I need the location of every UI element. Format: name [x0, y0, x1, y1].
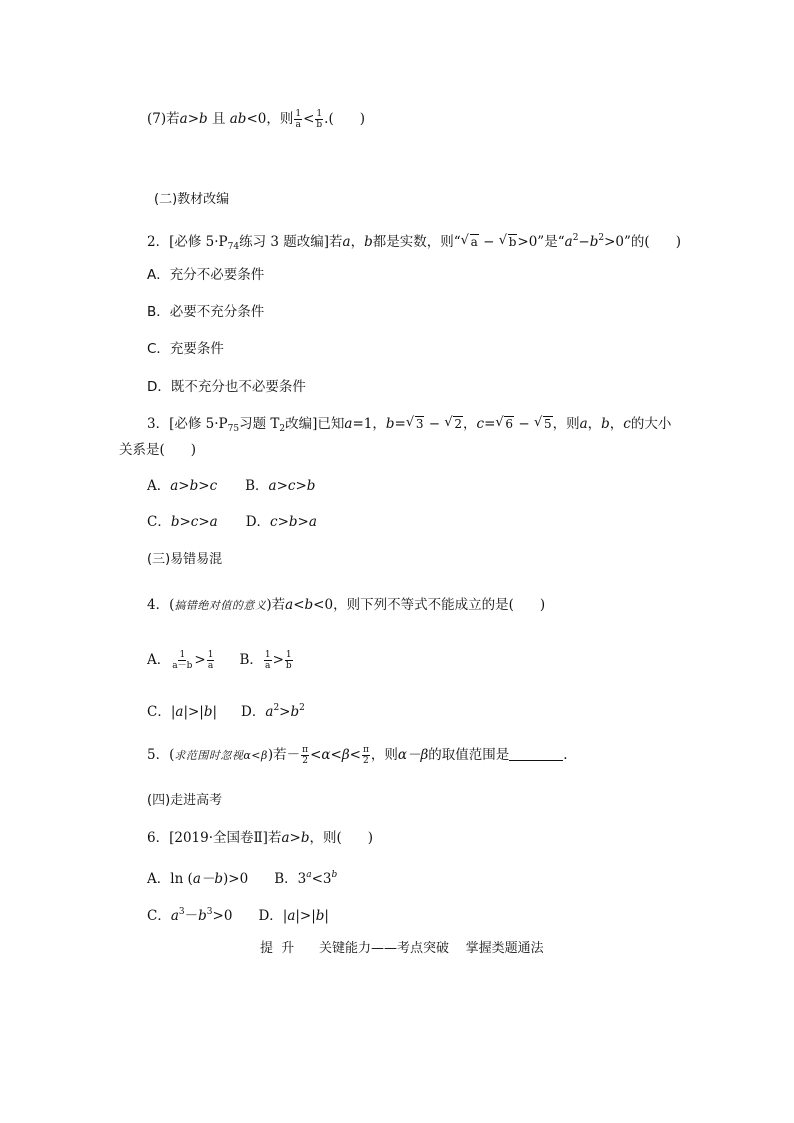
fraction: $\frac{1}{a-b}$: [172, 650, 193, 671]
fraction: $\frac{\pi}{2}$: [302, 745, 309, 766]
fraction: $\frac{\pi}{2}$: [362, 745, 369, 766]
sqrt-b: √ b: [499, 233, 518, 251]
sqrt-5: √ 5: [534, 415, 553, 433]
question-3: 3．[必修 $5\cdot P_{75}$习题 $T_2$改编]已知a=1，b=√ 3 − √ 2，c=√ 6 − √ 5，则a，b，c的大小: [147, 415, 671, 438]
q4-options-ab: A． $\frac{1}{a-b}$ > $\frac{1}{a}$ B． $\frac{1}{a}$ > $\frac{1}{b}$: [147, 650, 292, 671]
q6-options-cd: C．$a^3-b^3>0$ D．|a|>|b|: [147, 907, 329, 924]
q2-option-c: C．充要条件: [147, 341, 224, 357]
question-3-line-2: 关系是( ): [119, 442, 197, 458]
fraction: $\frac{1}{b}$: [316, 109, 323, 130]
section-footer-title: 提 升 关键能力——考点突破 掌握类题通法: [260, 941, 544, 956]
fraction: $\frac{1}{b}$: [285, 650, 292, 671]
section-title-3: (三)易错易混: [147, 552, 223, 567]
question-2: 2．[必修 $5\cdot P_{74}$练习 3 题改编]若a，b都是实数，则“√ a − √ b>0”是“$a^2-b^2>0$”的( ): [147, 229, 681, 256]
section-title-2: (二)教材改编: [154, 192, 230, 207]
q6-options-ab: A．ln (a－b)>0 B．$3^a<3^b$: [147, 870, 338, 887]
sqrt-3: √ 3: [406, 415, 425, 433]
q3-options-cd: C．b>c>a D．c>b>a: [147, 514, 317, 530]
sqrt-6: √ 6: [495, 415, 514, 433]
question-4: 4．(搞错绝对值的意义)若a<b<0，则下列不等式不能成立的是( ): [147, 597, 546, 613]
section-title-4: (四)走进高考: [147, 793, 223, 808]
q2-option-a: A．充分不必要条件: [147, 267, 265, 283]
fraction: $\frac{1}{a}$: [264, 650, 271, 671]
question-5: 5．(求范围时忽视α<β)若－ $\frac{\pi}{2}$ <α<β< $\frac{\pi}{2}$ ，则α－β的取值范围是 .: [147, 745, 568, 766]
q2-option-b: B．必要不充分条件: [147, 304, 265, 320]
q4-options-cd: C．|a|>|b| D．$a^2>b^2$: [147, 703, 305, 720]
sqrt-2: √ 2: [444, 415, 463, 433]
sqrt-a: √ a: [461, 233, 479, 251]
answer-blank: [509, 747, 563, 761]
q2-option-d: D．既不充分也不必要条件: [147, 379, 306, 395]
question-6: 6．[2019·全国卷Ⅱ]若a>b，则( ): [147, 830, 374, 846]
q3-options-ab: A．a>b>c B．a>c>b: [147, 478, 316, 494]
item-7: (7)若a>b 且 ab<0，则 $\frac{1}{a}$ < $\frac{1}{b}$ .( ): [147, 109, 366, 130]
fraction: $\frac{1}{a}$: [295, 109, 302, 130]
fraction: $\frac{1}{a}$: [207, 650, 214, 671]
